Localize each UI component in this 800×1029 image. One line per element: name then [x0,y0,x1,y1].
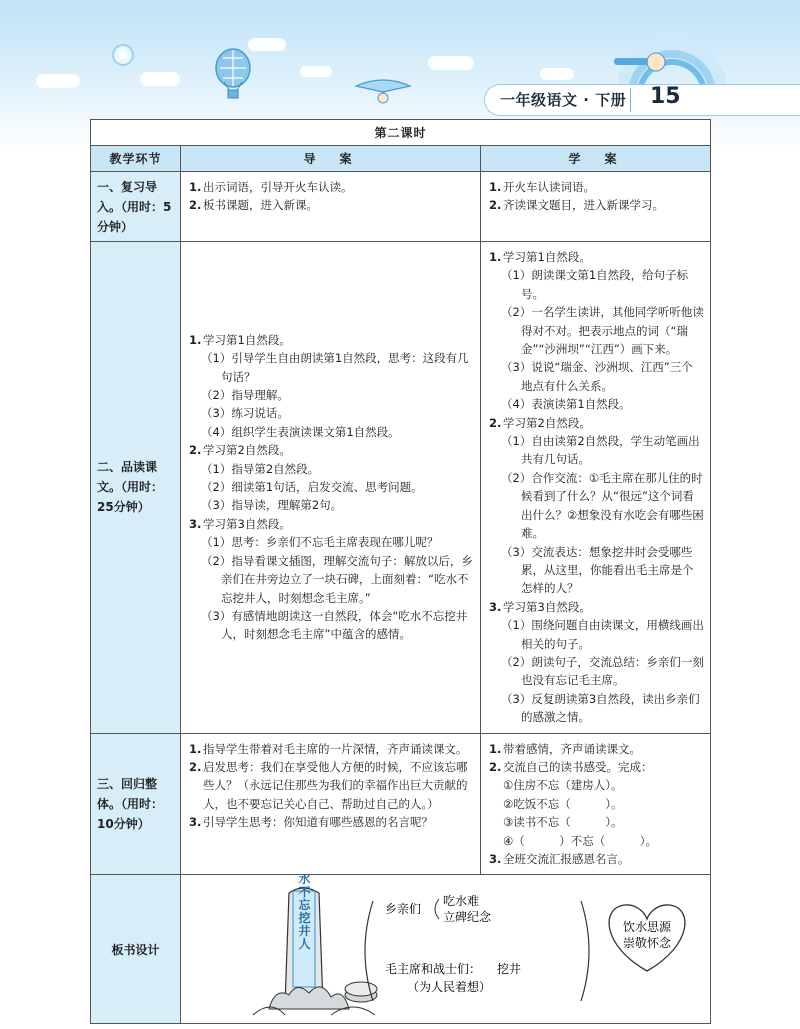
sub-item: （3）指导读，理解第2句。 [201,498,343,513]
fill-blank: ④（ ）不忘（ ）。 [503,833,658,848]
sub-item: （1）引导学生自由朗读第1自然段，思考：这段有几句话？ [201,351,469,384]
inner-bracket [435,899,439,919]
list-item: 2. 交流自己的读书感受。完成： [489,759,653,774]
board-design-drawing [181,875,711,1019]
sub-item: （2）合作交流：①毛主席在那儿住的时候看到了什么？从“很远”这个词看出什么？②想象没有水吃会有哪些困难。 [501,470,704,541]
study-cell [481,733,711,875]
fill-blank: ②吃饭不忘（ ）。 [503,796,623,811]
sub-item: （3）练习说话。 [201,406,289,421]
col-header-study: 学 案 [481,146,711,172]
list-item: 1. 学习第1自然段。 [489,250,591,264]
board-chairman-line1: 挖井 [497,962,522,977]
sub-item: （4）表演读第1自然段。 [501,397,631,412]
guide-cell [181,733,481,875]
board-design-cell [181,875,711,1024]
table-row [91,733,711,875]
hang-glider-icon [352,72,414,108]
lesson-title: 第二课时 [91,120,711,146]
list-item: 2. 学习第2自然段。 [489,415,591,430]
guide-cell [181,242,481,734]
stage-label: 一、复习导入。（用时：5分钟） [91,172,181,242]
cloud-icon [428,56,474,70]
study-cell [481,172,711,242]
sub-item: （1）思考：乡亲们不忘毛主席表现在哪儿呢？ [201,535,439,550]
right-bracket [581,901,589,1001]
list-item: 2. 板书课题，进入新课。 [189,198,318,213]
sub-item: （2）一名学生读讲，其他同学听听他读得对不对。把表示地点的词（“瑞金”“沙洲坝”“江西”）画下来。 [501,305,704,357]
sub-item: （4）组织学生表演读课文第1自然段。 [201,424,400,439]
list-item: 2. 启发思考：我们在享受他人方便的时候，不应该忘哪些人？（永远记住那些为我们的幸福作出巨大贡献的人，也不要忘记关心自己、帮助过自己的人。） [189,759,468,811]
cloud-icon [140,72,180,86]
sub-item: （1）自由读第2自然段，学生动笔画出共有几句话。 [501,434,700,467]
list-item: 1. 指导学生带着对毛主席的一片深情，齐声诵读课文。 [189,741,468,756]
guide-cell [181,172,481,242]
sub-item: （3）说说“瑞金、沙洲坝、江西”三个地点有什么关系。 [501,360,693,393]
list-item: 1. 出示词语，引导开火车认读。 [189,180,353,194]
list-item: 1. 学习第1自然段。 [189,332,291,347]
col-header-guide: 导 案 [181,146,481,172]
list-item: 3. 学习第3自然段。 [489,599,591,614]
sub-item: （3）有感情地朗读这一自然段，体会“吃水不忘挖井人，时刻想念毛主席”中蕴含的感情。 [201,608,468,642]
book-title: 一年级语文 · 下册 [500,91,627,109]
table-row [91,242,711,734]
list-item: 2. 学习第2自然段。 [189,443,291,458]
stone-stele-icon [253,888,377,1015]
sub-item: （1）朗读课文第1自然段，给句子标号。 [501,268,689,301]
board-heart-line2: 崇敬怀念 [622,936,672,951]
list-item: 3. 引导学生思考：你知道有哪些感恩的名言呢？ [189,815,433,830]
cloud-icon [300,66,332,77]
table-row [91,172,711,242]
column-header-row [91,146,711,172]
table-title-row [91,120,711,146]
stage-label: 三、回归整体。（用时：10分钟） [91,733,181,875]
hot-air-balloon-icon [210,48,256,100]
fill-blank: ①住房不忘（建房人）。 [503,778,623,793]
list-item: 1. 开火车认读词语。 [489,180,595,194]
board-chairman-line2: （为人民着想） [407,980,492,995]
board-villagers-line2: 立碑纪念 [443,910,492,925]
sub-item: （2）指导理解。 [201,388,289,403]
board-design-label: 板书设计 [91,875,181,1024]
page-number: 15 [650,84,681,109]
board-chairman: 毛主席和战士们： [385,962,482,977]
stele-text: 吃水不忘挖井人 [297,875,311,951]
lesson-plan-table [90,119,711,1024]
sub-item: （2）细读第1句话，启发交流、思考问题。 [201,480,423,495]
stage-label: 二、品读课文。（用时：25分钟） [91,242,181,734]
board-villagers: 乡亲们 [385,902,422,917]
sub-item: （3）反复朗读第3自然段，读出乡亲们的感激之情。 [501,691,700,725]
sub-item: （3）交流表达：想象挖井时会受哪些累，从这里，你能看出毛主席是个怎样的人？ [501,544,694,596]
list-item: 3. 学习第3自然段。 [189,516,291,531]
col-header-stage: 教学环节 [91,146,181,172]
list-item: 2. 齐读课文题目，进入新课学习。 [489,198,664,213]
sun-icon [112,44,134,66]
board-heart-line1: 饮水思源 [622,920,672,935]
sub-item: （2）指导看课文插图，理解交流句子：解放以后，乡亲们在井旁边立了一块石碑，上面刻着：“吃水不忘挖井人，时刻想念毛主席。” [201,553,473,605]
board-villagers-line1: 吃水难 [443,894,480,909]
list-item: 1. 带着感情，齐声诵读课文。 [489,741,641,756]
cloud-icon [540,68,574,80]
cloud-icon [36,74,80,88]
study-cell [481,242,711,734]
sub-item: （1）指导第2自然段。 [201,461,320,476]
fill-blank: ③读书不忘（ ）。 [503,815,623,830]
header-divider [630,88,631,112]
sub-item: （2）朗读句子，交流总结：乡亲们一刻也没有忘记毛主席。 [501,654,704,688]
table-row [91,875,711,1024]
list-item: 3. 全班交流汇报感恩名言。 [489,852,630,866]
sub-item: （1）围绕问题自由读课文，用横线画出相关的句子。 [501,618,704,651]
